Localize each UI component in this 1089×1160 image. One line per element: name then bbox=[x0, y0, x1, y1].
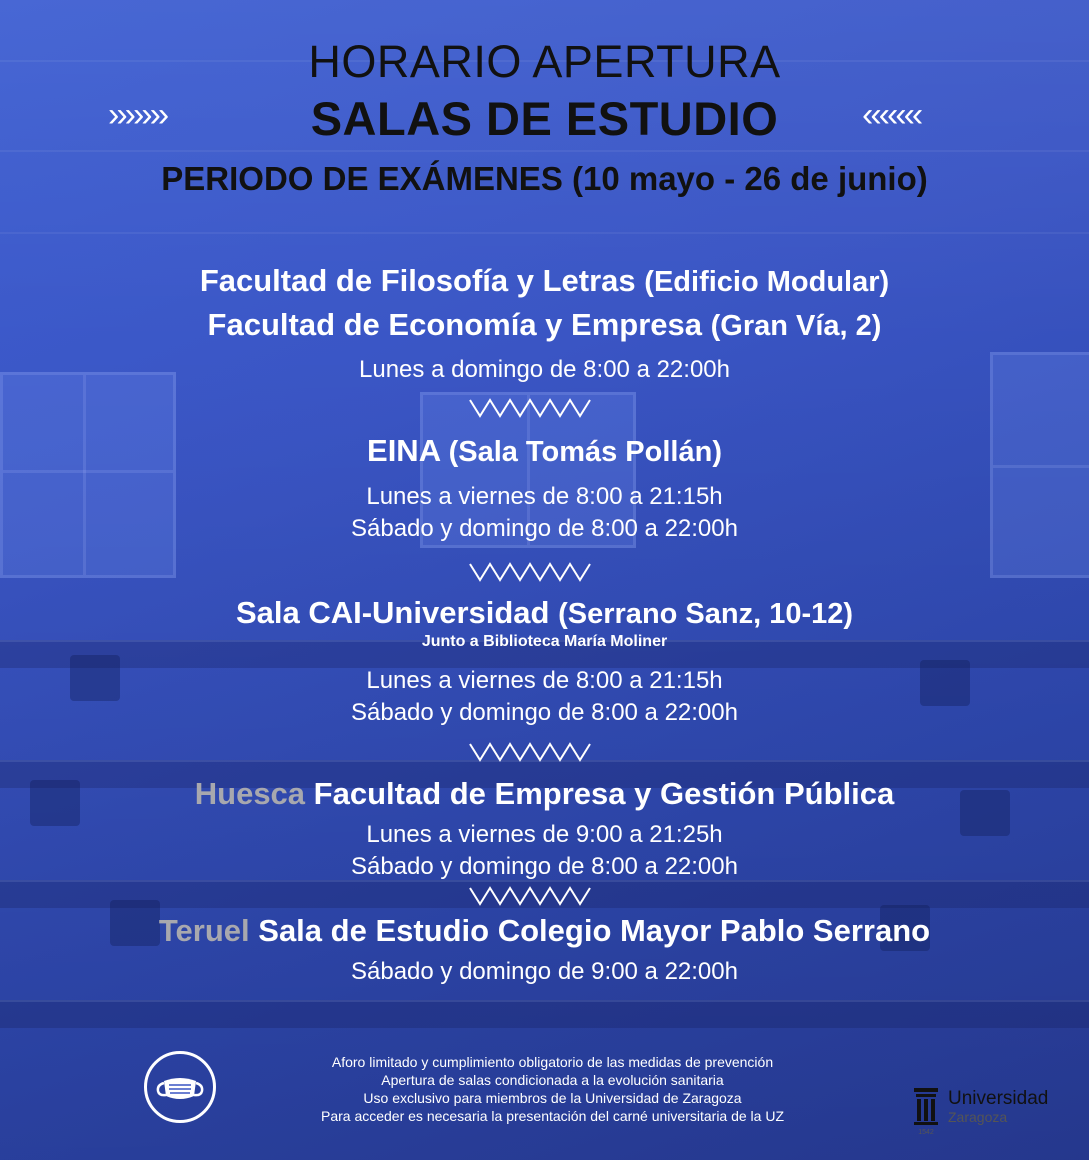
venue-name: Sala de Estudio Colegio Mayor Pablo Serrano bbox=[258, 913, 931, 948]
zigzag-divider bbox=[468, 562, 592, 584]
venue-cai bbox=[0, 595, 1089, 631]
venue-teruel bbox=[0, 913, 1089, 949]
footer-notes bbox=[280, 1053, 825, 1125]
university-logo bbox=[910, 1086, 1060, 1138]
zigzag-divider bbox=[468, 742, 592, 764]
footer-line: Uso exclusivo para miembros de la Universidad de Zaragoza bbox=[363, 1090, 742, 1106]
logo-year: 1542 bbox=[918, 1129, 934, 1136]
venue-note: Junto a Biblioteca María Moliner bbox=[421, 633, 668, 650]
hours-line: Lunes a viernes de 8:00 a 21:15h bbox=[366, 483, 723, 510]
logo-city: Zaragoza bbox=[948, 1109, 1008, 1125]
venue-eina bbox=[0, 433, 1089, 469]
city-label: Teruel bbox=[158, 913, 250, 948]
venue-name: Facultad de Filosofía y Letras bbox=[199, 263, 636, 298]
city-label: Huesca bbox=[194, 776, 306, 811]
venue-name: Facultad de Economía y Empresa bbox=[207, 307, 702, 342]
venue-detail: (Serrano Sanz, 10-12) bbox=[558, 598, 854, 630]
venue-detail: (Sala Tomás Pollán) bbox=[448, 436, 722, 468]
venue-name: EINA bbox=[367, 433, 440, 468]
hours-line: Lunes a viernes de 8:00 a 21:15h bbox=[366, 667, 723, 694]
footer-line: Apertura de salas condicionada a la evolución sanitaria bbox=[381, 1072, 724, 1088]
chevrons-left-decoration: ››››››› bbox=[108, 96, 167, 134]
face-mask-icon bbox=[144, 1051, 216, 1123]
zigzag-divider bbox=[468, 398, 592, 420]
title-line-2: SALAS DE ESTUDIO bbox=[310, 92, 779, 145]
footer-line: Para acceder es necesaria la presentación del carné universitaria de la UZ bbox=[320, 1108, 785, 1124]
hours-line: Lunes a viernes de 9:00 a 21:25h bbox=[366, 821, 723, 848]
hours-line: Sábado y domingo de 9:00 a 22:00h bbox=[351, 958, 738, 985]
title-line-1: HORARIO APERTURA bbox=[308, 36, 781, 87]
venue-detail: (Edificio Modular) bbox=[644, 266, 890, 298]
exam-period: PERIODO DE EXÁMENES (10 mayo - 26 de junio) bbox=[161, 160, 928, 197]
tower-logo-icon bbox=[910, 1086, 942, 1136]
venue-name: Facultad de Empresa y Gestión Pública bbox=[313, 776, 895, 811]
venue-detail: (Gran Vía, 2) bbox=[710, 310, 882, 342]
hours-line: Sábado y domingo de 8:00 a 22:00h bbox=[351, 853, 738, 880]
hours-line: Sábado y domingo de 8:00 a 22:00h bbox=[351, 515, 738, 542]
venue-economia bbox=[0, 307, 1089, 343]
zigzag-divider bbox=[468, 886, 592, 908]
hours-line: Lunes a domingo de 8:00 a 22:00h bbox=[359, 356, 730, 383]
logo-name: Universidad bbox=[948, 1088, 1049, 1109]
footer-line: Aforo limitado y cumplimiento obligatorio de las medidas de prevención bbox=[331, 1054, 774, 1070]
venue-filosofia bbox=[0, 263, 1089, 299]
chevrons-right-decoration: ‹‹‹‹‹‹‹ bbox=[862, 96, 921, 134]
venue-huesca bbox=[0, 776, 1089, 812]
hours-line: Sábado y domingo de 8:00 a 22:00h bbox=[351, 699, 738, 726]
venue-name: Sala CAI-Universidad bbox=[235, 595, 550, 630]
